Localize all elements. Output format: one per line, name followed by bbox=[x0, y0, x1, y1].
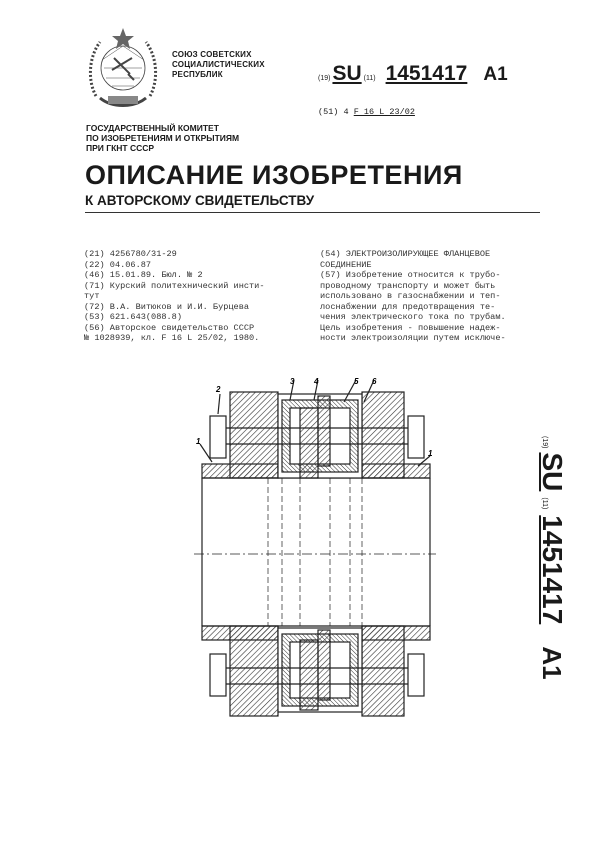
abstract-line: чения электрического тока по трубам. bbox=[320, 312, 506, 322]
biblio-line: № 1028939, кл. F 16 L 25/02, 1980. bbox=[84, 333, 260, 343]
union-line: СОЦИАЛИСТИЧЕСКИХ bbox=[172, 60, 265, 69]
committee-line: ПО ИЗОБРЕТЕНИЯМ И ОТКРЫТИЯМ bbox=[86, 133, 240, 143]
flange-joint-drawing bbox=[190, 378, 440, 718]
side-tag-11: (11) bbox=[541, 497, 548, 510]
ipc-classification bbox=[318, 107, 415, 117]
patent-number: 1451417 bbox=[385, 62, 468, 85]
abstract-line: лоснабжении для предотвращения те- bbox=[320, 301, 496, 312]
callout-label: 5 bbox=[354, 378, 359, 386]
title-rule bbox=[85, 212, 540, 213]
side-patent-number bbox=[537, 436, 590, 696]
committee-name bbox=[86, 123, 239, 153]
abstract-line: (57) Изобретение относится к трубо- bbox=[320, 270, 501, 280]
biblio-line: (56) Авторское свидетельство СССР bbox=[84, 322, 255, 333]
side-kind-code: A1 bbox=[537, 646, 567, 680]
document-title: ОПИСАНИЕ ИЗОБРЕТЕНИЯ bbox=[85, 160, 463, 190]
callout-label: 1 bbox=[428, 449, 433, 458]
abstract bbox=[320, 249, 546, 344]
side-number: 1451417 bbox=[537, 515, 568, 625]
abstract-line: СОЕДИНЕНИЕ bbox=[320, 259, 372, 270]
committee-line: ПРИ ГКНТ СССР bbox=[86, 143, 155, 153]
tag-19: (19) bbox=[318, 75, 331, 82]
abstract-line: (54) ЭЛЕКТРОИЗОЛИРУЮЩЕЕ ФЛАНЦЕВОЕ bbox=[320, 249, 491, 259]
document-subtitle: К АВТОРСКОМУ СВИДЕТЕЛЬСТВУ bbox=[85, 193, 315, 208]
biblio-line: (72) В.А. Витюков и И.И. Бурцева bbox=[84, 301, 250, 312]
side-country-code: SU bbox=[537, 452, 568, 492]
committee-line: ГОСУДАРСТВЕННЫЙ КОМИТЕТ bbox=[86, 123, 219, 133]
union-line: РЕСПУБЛИК bbox=[172, 70, 223, 79]
ipc-value: F 16 L 23/02 bbox=[353, 107, 415, 117]
tag-11: (11) bbox=[363, 75, 376, 82]
callout-label: 6 bbox=[372, 378, 377, 386]
callout-label: 4 bbox=[314, 378, 319, 386]
ussr-emblem bbox=[82, 26, 164, 112]
ipc-tag: (51) 4 bbox=[318, 107, 349, 117]
callout-label: 3 bbox=[290, 378, 295, 386]
biblio-line: (22) 04.06.87 bbox=[84, 259, 152, 270]
side-tag-19: (19) bbox=[541, 436, 548, 449]
bibliographic-data bbox=[84, 249, 304, 344]
union-line: СОЮЗ СОВЕТСКИХ bbox=[172, 50, 252, 59]
biblio-line: (71) Курский политехнический инсти- bbox=[84, 280, 265, 291]
abstract-line: проводному транспорту и может быть bbox=[320, 280, 496, 291]
union-name bbox=[172, 50, 265, 80]
biblio-line: (21) 4256780/31-29 bbox=[84, 249, 177, 259]
callout-label: 1 bbox=[196, 437, 201, 446]
abstract-line: Цель изобретения - повышение надеж- bbox=[320, 322, 501, 333]
kind-code: A1 bbox=[483, 64, 508, 85]
patent-number-line bbox=[318, 62, 508, 86]
abstract-line: ности электроизоляции путем исключе- bbox=[320, 333, 506, 343]
abstract-line: использовано в газоснабжении и теп- bbox=[320, 291, 501, 301]
biblio-line: тут bbox=[84, 291, 100, 301]
biblio-line: (46) 15.01.89. Бюл. № 2 bbox=[84, 270, 203, 280]
biblio-line: (53) 621.643(088.8) bbox=[84, 312, 182, 322]
callout-label: 2 bbox=[216, 385, 221, 394]
country-code: SU bbox=[332, 62, 362, 85]
